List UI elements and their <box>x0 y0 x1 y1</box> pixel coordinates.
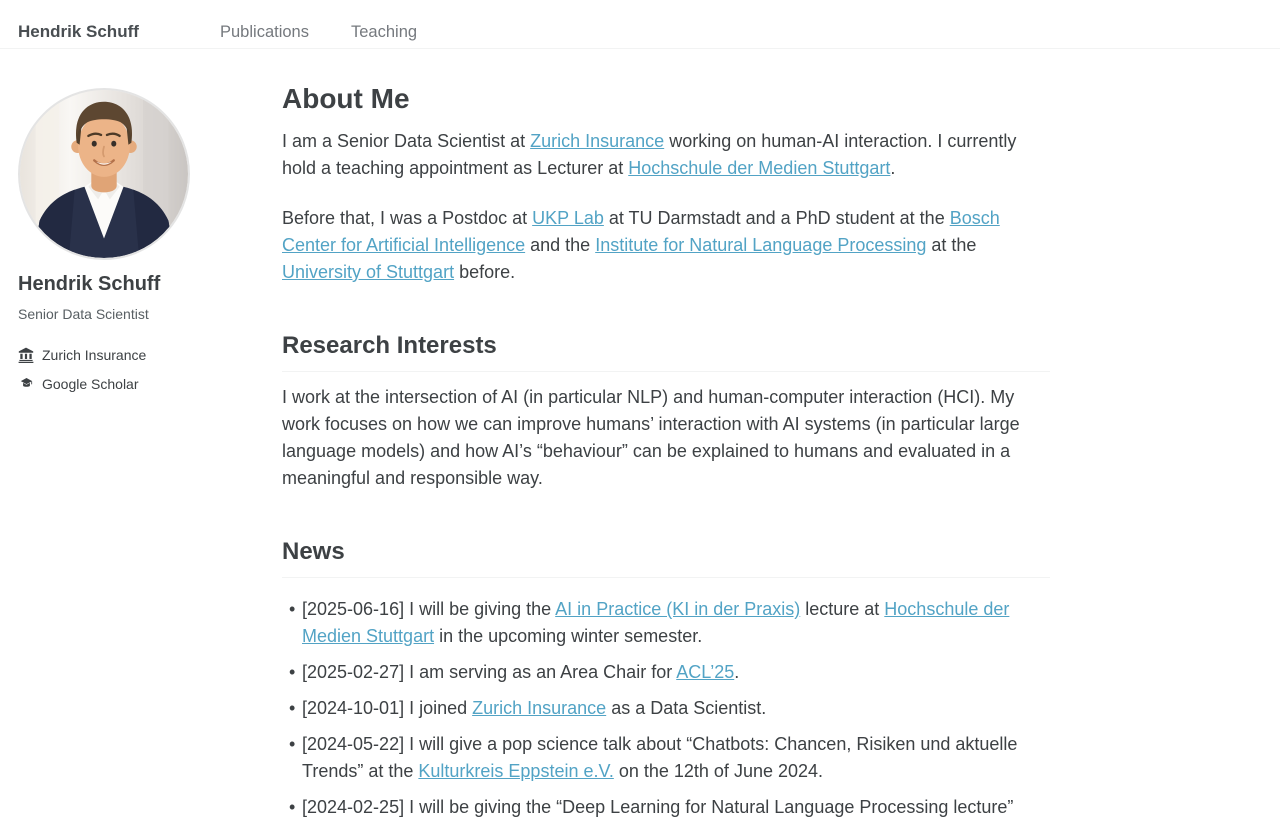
page-title: About Me <box>282 83 410 114</box>
list-item <box>18 369 258 398</box>
inline-link[interactable]: Institute for Natural Language Processing <box>595 235 927 255</box>
inline-link[interactable]: Kulturkreis Eppstein e.V. <box>418 761 614 781</box>
inline-link[interactable]: Zurich Insurance <box>530 131 665 151</box>
text-segment: as a Data Scientist. <box>606 698 767 718</box>
news-item <box>302 731 1050 785</box>
masthead <box>0 0 1280 49</box>
inline-link[interactable]: UKP Lab <box>532 208 604 228</box>
text-segment: I am a Senior Data Scientist at <box>282 131 531 151</box>
text-segment: in the upcoming winter semester. <box>434 626 703 646</box>
news-item <box>302 596 1050 650</box>
main-content <box>282 49 1050 830</box>
text-segment: [2024-02-25] I will be giving the “Deep Learning for Natural Language Processing lecture” <box>302 797 1014 817</box>
about-paragraph-1 <box>282 128 1050 182</box>
text-segment: at TU Darmstadt and a PhD student at the <box>603 208 950 228</box>
author-link-label: Google Scholar <box>42 375 139 392</box>
inline-link[interactable]: Hochschule der Medien Stuttgart <box>628 158 891 178</box>
profile-photo <box>18 88 190 260</box>
list-item <box>18 340 258 369</box>
author-link-zurich-insurance[interactable] <box>18 340 258 369</box>
site-title-link[interactable]: Hendrik Schuff <box>18 22 139 41</box>
inline-link[interactable]: Hochschule der Medien Stuttgart <box>302 599 1010 646</box>
google-scholar-icon <box>18 377 34 390</box>
university-icon <box>18 347 34 363</box>
author-links <box>18 340 258 398</box>
text-segment: and the <box>525 235 596 255</box>
text-segment: working on human-AI interaction. I currently hold a teaching appointment as Lecturer at <box>282 131 1017 178</box>
about-paragraph-2 <box>282 205 1050 286</box>
text-segment: on the 12th of June 2024. <box>613 761 824 781</box>
inline-link[interactable]: ACL’25 <box>676 662 735 682</box>
author-sidebar <box>18 88 258 398</box>
inline-link[interactable]: AI in Practice (KI in der Praxis) <box>555 599 801 619</box>
news-item <box>302 695 1050 722</box>
text-segment: before. <box>454 262 516 282</box>
text-segment: . <box>734 662 740 682</box>
news-item <box>302 794 1050 821</box>
author-link-google-scholar[interactable] <box>18 369 258 398</box>
research-paragraph: I work at the intersection of AI (in particular NLP) and human-computer interaction (HCI). My work focuses on how we can improve humans’ interaction with AI systems (in particular large language models) and how AI’s “behaviour” can be explained to humans and evaluated in a meaningful and responsible way. <box>282 387 1020 488</box>
text-segment: lecture at <box>800 599 885 619</box>
inline-link[interactable]: Bosch Center for Artificial Intelligence <box>282 208 1000 255</box>
author-bio: Senior Data Scientist <box>18 306 149 322</box>
text-segment: [2025-02-27] I am serving as an Area Chair for <box>302 662 677 682</box>
inline-link[interactable]: Zurich Insurance <box>472 698 607 718</box>
author-link-label: Zurich Insurance <box>42 346 147 363</box>
section-title-news: News <box>282 539 1050 578</box>
news-list <box>282 596 1050 821</box>
text-segment: [2024-05-22] I will give a pop science talk about “Chatbots: Chancen, Risiken und aktuelle Trends” at the <box>302 734 1018 781</box>
section-title-research-interests: Research Interests <box>282 333 1050 372</box>
news-item <box>302 659 1050 686</box>
text-segment: [2024-10-01] I joined <box>302 698 473 718</box>
inline-link[interactable]: University of Stuttgart <box>282 262 455 282</box>
author-name: Hendrik Schuff <box>18 273 161 295</box>
text-segment: [2025-06-16] I will be giving the <box>302 599 556 619</box>
portrait-illustration <box>20 90 188 258</box>
nav-item-publications[interactable]: Publications <box>220 23 309 41</box>
text-segment: Before that, I was a Postdoc at <box>282 208 533 228</box>
text-segment: . <box>890 158 896 178</box>
text-segment: at the <box>926 235 977 255</box>
nav-item-teaching[interactable]: Teaching <box>351 23 418 41</box>
